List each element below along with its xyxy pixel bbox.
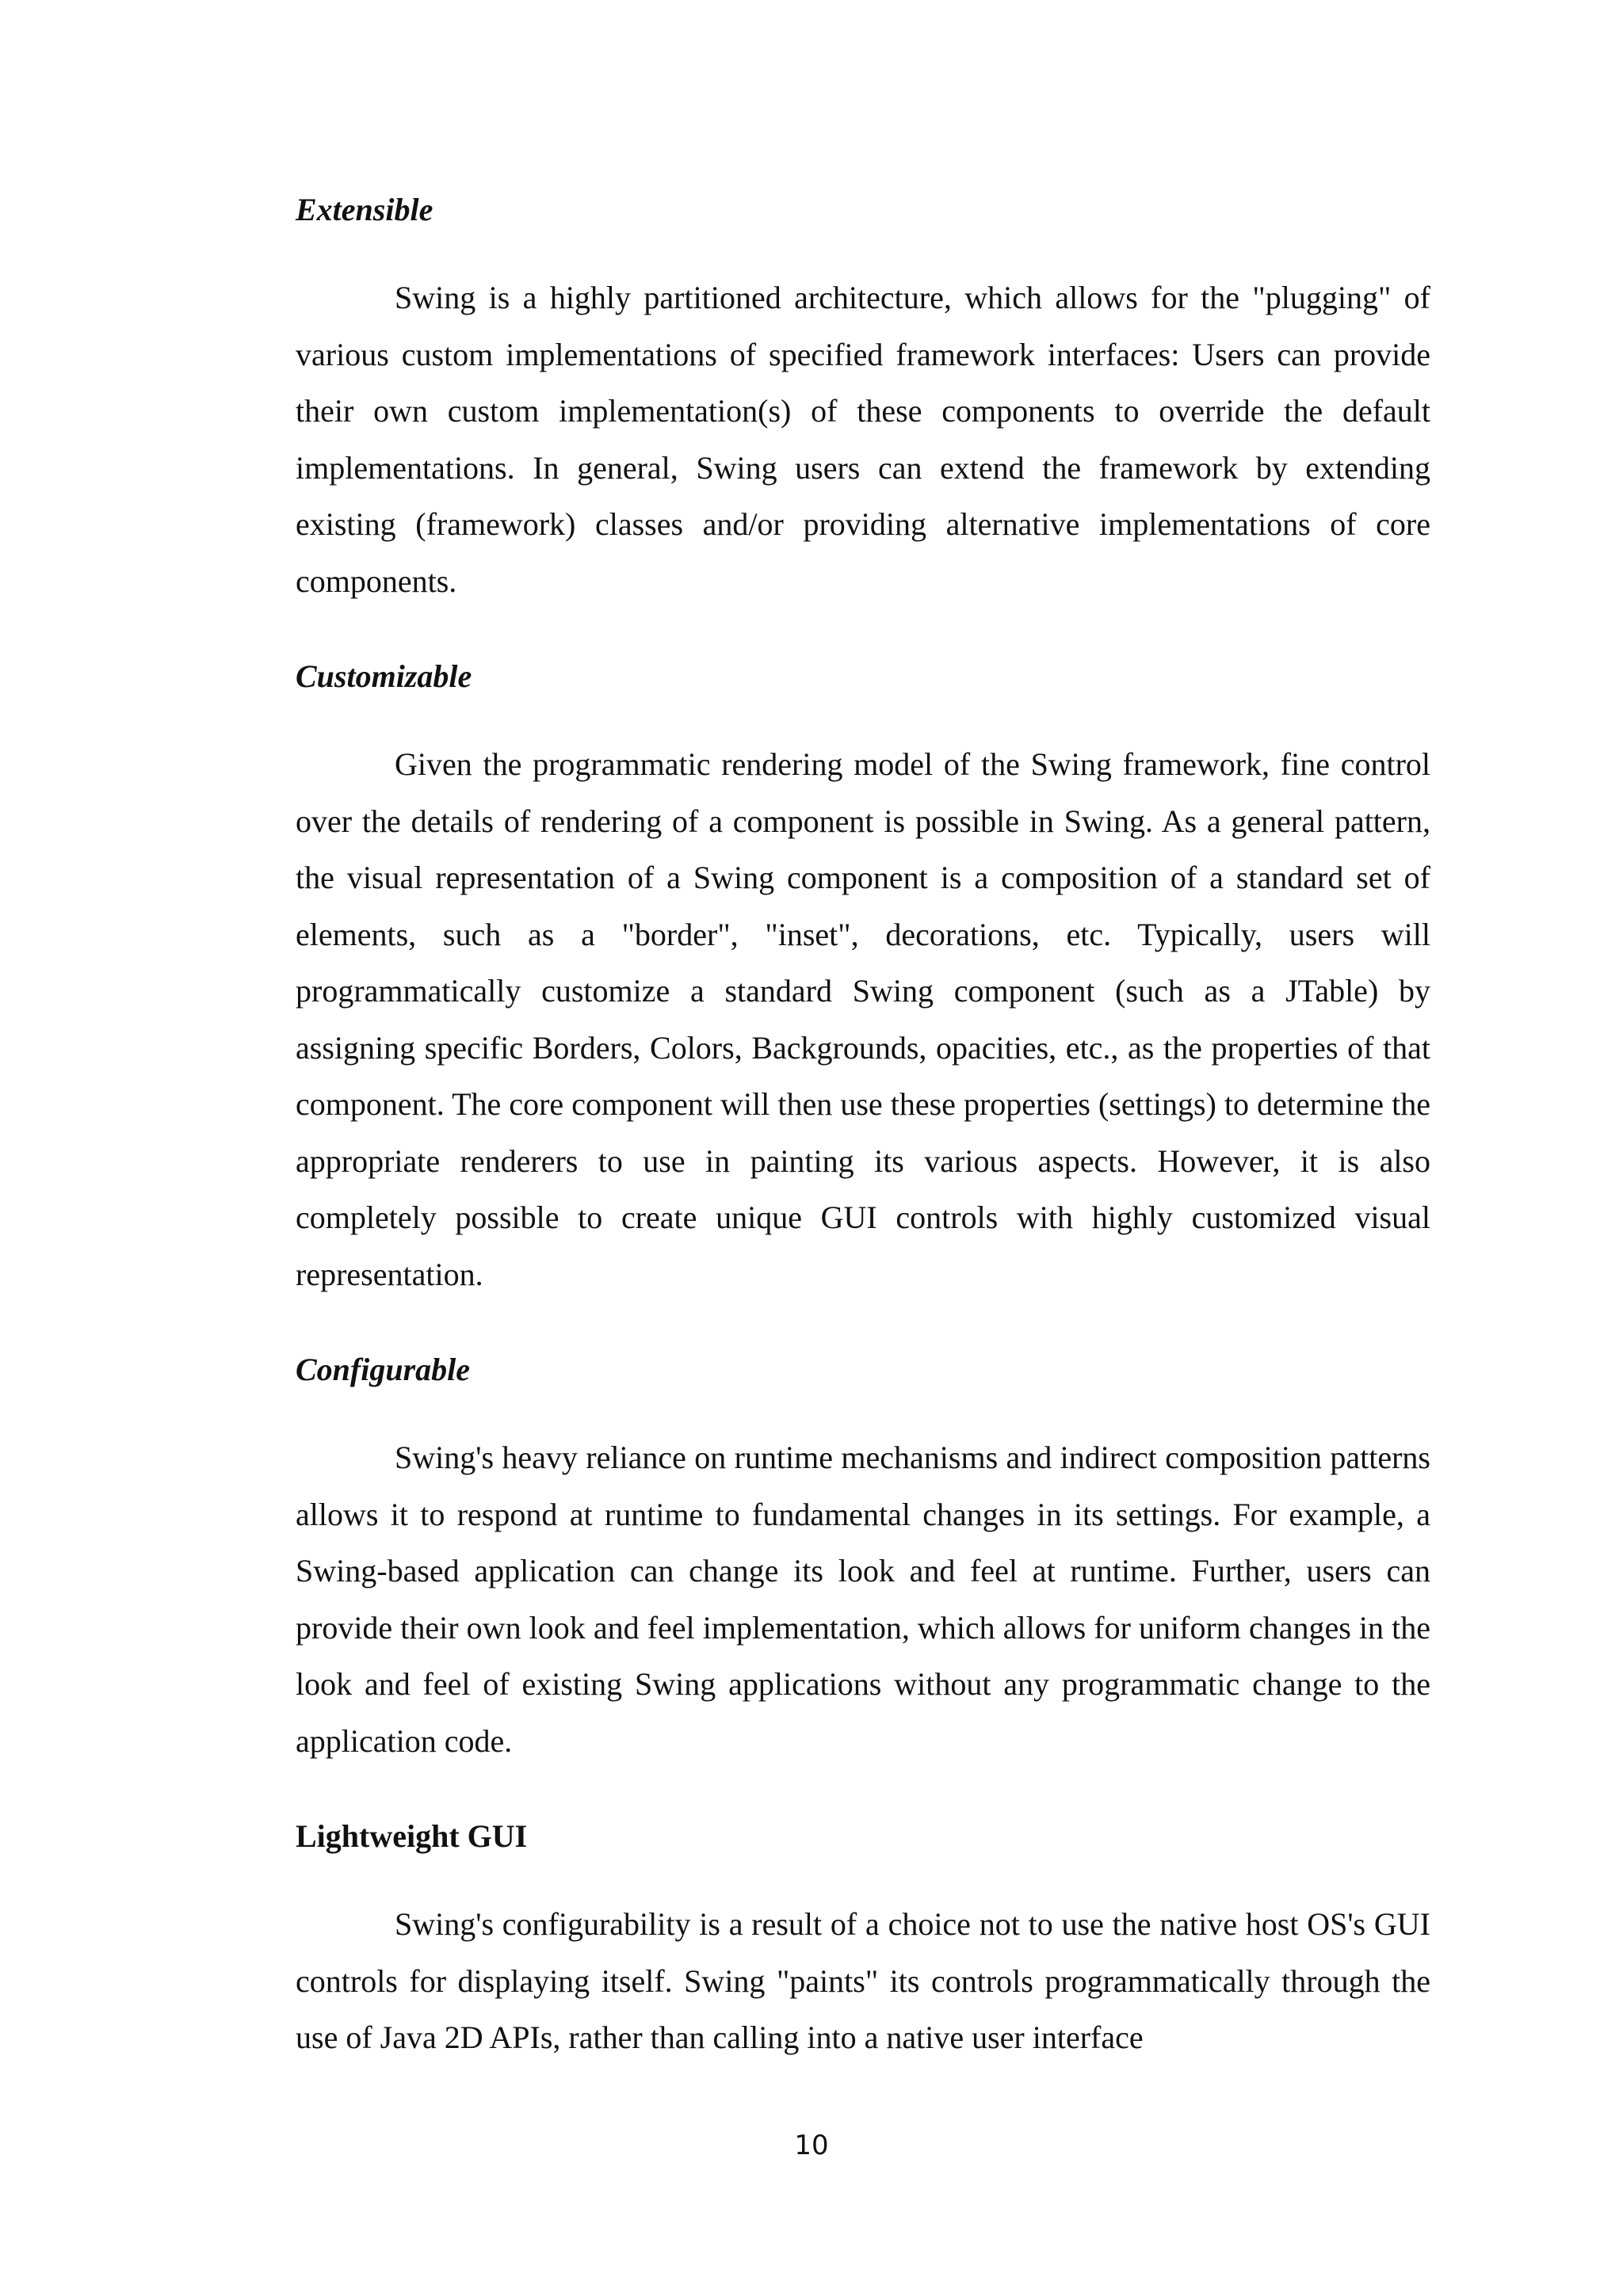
section-paragraph-extensible: Swing is a highly partitioned architecture, which allows for the "plugging" of various custom implementations of specified framework interfaces: Users can provide their own custom implementation(s) of these components to override the default implementations. In general, Swing users can extend the framework by extending existing (framework) classes and/or providing alternative implementations of core components. bbox=[296, 280, 1430, 599]
section-heading-customizable: Customizable bbox=[296, 658, 472, 694]
section-paragraph-lightweight-gui: Swing's configurability is a result of a choice not to use the native host OS's GUI controls for displaying itself. Swing "paints" its controls programmatically through the use of Java 2D APIs, rather than calling into a native user interface bbox=[296, 1906, 1430, 2055]
section-heading-extensible: Extensible bbox=[296, 192, 433, 227]
section-heading-lightweight-gui: Lightweight GUI bbox=[296, 1818, 528, 1854]
section-paragraph-configurable: Swing's heavy reliance on runtime mechanisms and indirect composition patterns allows it to respond at runtime to fundamental changes in its settings. For example, a Swing-based application can change its look and feel at runtime. Further, users can provide their own look and feel implementation, which allows for uniform changes in the look and feel of existing Swing applications without any programmatic change to the application code. bbox=[296, 1440, 1430, 1759]
section-paragraph-customizable: Given the programmatic rendering model of the Swing framework, fine control over the details of rendering of a component is possible in Swing. As a general pattern, the visual representation of a Swing component is a composition of a standard set of elements, such as a "border", "inset", decorations, etc. Typically, users will programmatically customize a standard Swing component (such as a JTable) by assigning specific Borders, Colors, Backgrounds, opacities, etc., as the properties of that component. The core component will then use these properties (settings) to determine the appropriate renderers to use in painting its various aspects. However, it is also completely possible to create unique GUI controls with highly customized visual representation. bbox=[296, 746, 1430, 1292]
page-content bbox=[296, 190, 1430, 2066]
section-heading-configurable: Configurable bbox=[296, 1352, 471, 1387]
page-number: 10 bbox=[794, 2130, 829, 2161]
